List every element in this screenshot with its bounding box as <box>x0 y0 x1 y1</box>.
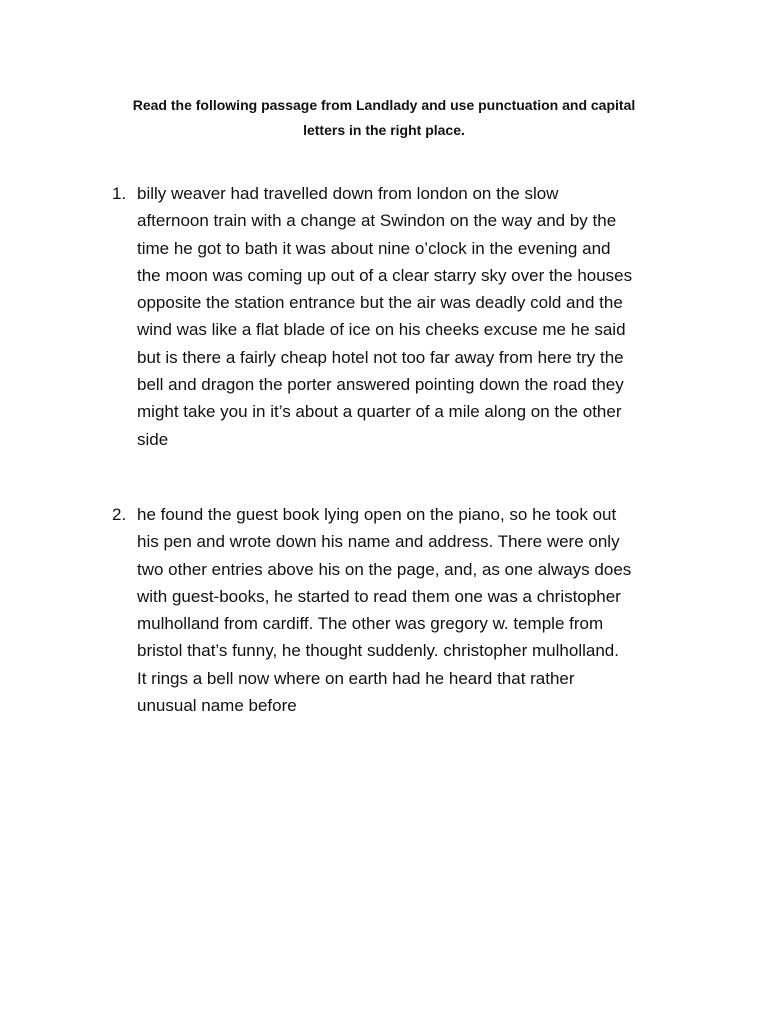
list-number: 1. <box>112 184 127 203</box>
list-number: 2. <box>112 505 127 524</box>
passage-line: bristol that’s funny, he thought suddenly. christopher mulholland. <box>137 641 619 661</box>
instructions-line: Read the following passage from Landlady and use punctuation and capital <box>132 97 636 113</box>
passage-line: It rings a bell now where on earth had he heard that rather <box>137 668 575 688</box>
instructions-heading <box>100 93 668 143</box>
passage-line: side <box>137 429 169 449</box>
passage-line: two other entries above his on the page, and, as one always does <box>137 559 632 579</box>
passage-line: afternoon train with a change at Swindon on the way and by the <box>137 211 617 231</box>
passage-line: but is there a fairly cheap hotel not too far away from here try the <box>137 347 624 367</box>
passage-line: wind was like a flat blade of ice on his cheeks excuse me he said <box>137 320 626 340</box>
passage-line: the moon was coming up out of a clear starry sky over the houses <box>137 265 633 285</box>
passage-line: time he got to bath it was about nine o’clock in the evening and <box>137 238 611 258</box>
passage-line: opposite the station entrance but the air was deadly cold and the <box>137 293 623 313</box>
passage-line: bell and dragon the porter answered pointing down the road they <box>137 375 624 395</box>
passage-line: he found the guest book lying open on the piano, so he took out <box>137 505 617 524</box>
passage-line: with guest-books, he started to read them one was a christopher <box>137 586 621 606</box>
passage-line: billy weaver had travelled down from london on the slow <box>137 184 559 203</box>
passage-line: mulholland from cardiff. The other was gregory w. temple from <box>137 614 604 634</box>
instructions-line: letters in the right place. <box>303 122 465 138</box>
passage-line: unusual name before <box>137 696 297 716</box>
passage-text <box>137 180 687 453</box>
passage-line: his pen and wrote down his name and address. There were only <box>137 532 620 552</box>
passage-line: might take you in it’s about a quarter of a mile along on the other <box>137 402 622 422</box>
passage-text <box>137 501 687 719</box>
